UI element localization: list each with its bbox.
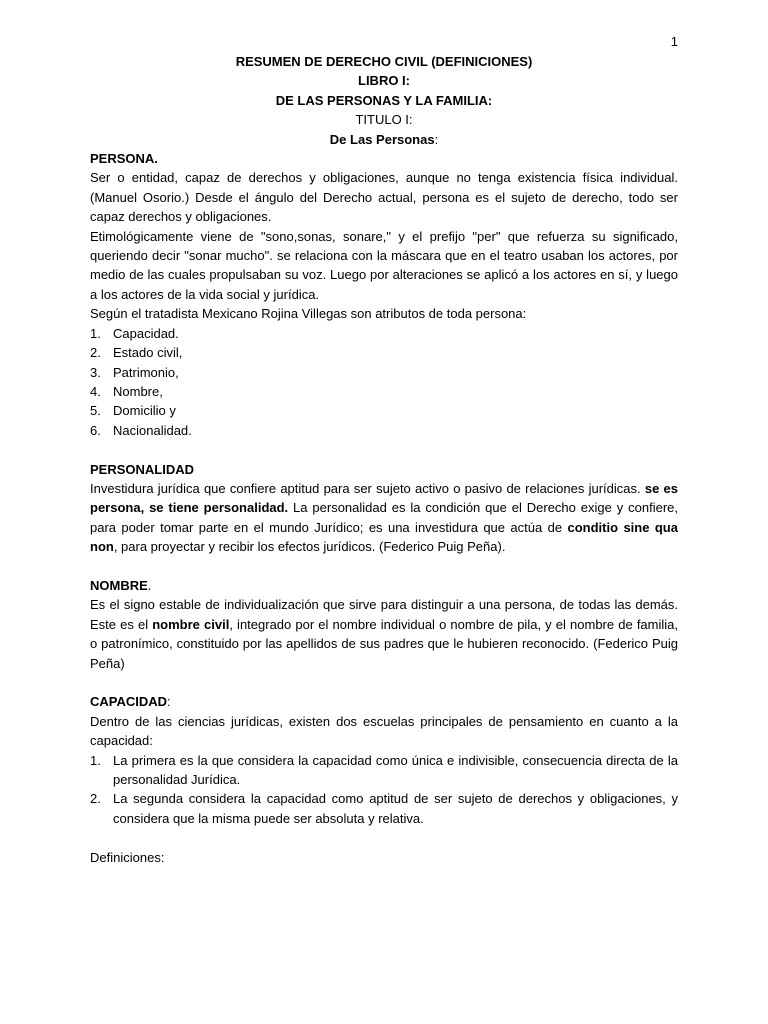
- title-line-4: TITULO I:: [355, 112, 413, 128]
- text-run: Es el signo estable de individualización que sirve para distinguir a una persona, de todas las demás. Este es el: [90, 597, 678, 632]
- list-text: La segunda considera la capacidad como aptitud de ser sujeto de derechos y obligaciones, y considera que la misma puede ser absoluta y relativa.: [113, 791, 678, 826]
- nombre-heading-tail: .: [147, 577, 152, 593]
- title-line-5: [90, 130, 678, 149]
- list-text: Domicilio y: [113, 403, 176, 419]
- text-run: , para proyectar y recibir los efectos jurídicos. (Federico Puig Peña).: [113, 539, 506, 555]
- persona-paragraph-2: Etimológicamente viene de "sono,sonas, sonare," y el prefijo "per" que refuerza su significado, queriendo decir "sonar mucho". se relaciona con la máscara que en el teatro usaban los actores, por medio de las cuales propulsaban su voz. Luego por alteraciones se aplicó a los actores en sí, y luego a los actores de la vida social y jurídica.: [90, 228, 678, 302]
- list-item: [90, 421, 678, 440]
- list-number: 2.: [90, 345, 101, 361]
- list-number: 2.: [90, 791, 101, 807]
- list-text: Estado civil,: [113, 345, 183, 361]
- list-item: [90, 324, 678, 343]
- nombre-paragraph: [90, 595, 678, 673]
- list-text: Capacidad.: [113, 325, 179, 341]
- spacer: [90, 440, 678, 459]
- capacidad-heading-line: [90, 692, 678, 711]
- text-run: La personalidad es la condición que el Derecho exige y confiere, para poder tomar parte en el mundo Jurídico; es una investidura que actúa de: [90, 500, 678, 535]
- list-item: [90, 751, 678, 790]
- nombre-heading-line: [90, 576, 678, 595]
- capacidad-paragraph-1: Dentro de las ciencias jurídicas, existen dos escuelas principales de pensamiento en cuanto a la capacidad:: [90, 713, 678, 749]
- list-number: 4.: [90, 383, 101, 399]
- bold-text-run: nombre civil: [152, 616, 230, 632]
- title-line-3: DE LAS PERSONAS Y LA FAMILIA:: [275, 92, 493, 108]
- list-item: [90, 343, 678, 362]
- spacer: [90, 828, 678, 847]
- definiciones-label: Definiciones:: [90, 849, 165, 865]
- nombre-heading: NOMBRE: [90, 577, 148, 593]
- spacer: [90, 673, 678, 692]
- escuelas-list: [90, 751, 678, 829]
- list-item: [90, 363, 678, 382]
- personalidad-paragraph: [90, 479, 678, 557]
- capacidad-heading-tail: :: [167, 694, 171, 710]
- list-text: La primera es la que considera la capacidad como única e indivisible, consecuencia directa de la personalidad Jurídica.: [113, 752, 678, 787]
- list-number: 1.: [90, 325, 101, 341]
- text-run: Investidura jurídica que confiere aptitud para ser sujeto activo o pasivo de relaciones jurídicas.: [90, 480, 645, 496]
- bold-text-run: se es persona, se tiene personalidad.: [90, 480, 678, 516]
- list-item: [90, 382, 678, 401]
- capacidad-heading: CAPACIDAD: [90, 694, 168, 710]
- bold-text-run: conditio sine qua non: [90, 519, 678, 555]
- list-item: [90, 401, 678, 420]
- title-line-5-tail: :: [434, 131, 439, 147]
- list-item: [90, 789, 678, 828]
- title-line-2: LIBRO I:: [358, 73, 410, 89]
- list-text: Nacionalidad.: [113, 422, 192, 438]
- persona-paragraph-3: Según el tratadista Mexicano Rojina Villegas son atributos de toda persona:: [90, 306, 527, 322]
- spacer: [90, 557, 678, 576]
- page-number: 1: [670, 34, 678, 49]
- persona-paragraph-1: Ser o entidad, capaz de derechos y obligaciones, aunque no tenga existencia física individual. (Manuel Osorio.) Desde el ángulo del Derecho actual, persona es el sujeto de derecho, todo ser capaz derechos y obligaciones.: [90, 170, 678, 225]
- persona-heading: PERSONA.: [90, 151, 158, 167]
- atributos-list: [90, 324, 678, 440]
- personalidad-heading: PERSONALIDAD: [90, 461, 195, 477]
- text-run: , integrado por el nombre individual o nombre de pila, y el nombre de familia, o patronímico, constituido por las apellidos de sus padres que le hubieren reconocido. (Federico Puig Peña): [90, 616, 678, 671]
- list-text: Nombre,: [113, 383, 163, 399]
- list-number: 1.: [90, 752, 101, 768]
- list-text: Patrimonio,: [113, 364, 179, 380]
- list-number: 5.: [90, 403, 101, 419]
- title-line-5-bold: De Las Personas: [329, 131, 435, 147]
- document-body: [90, 52, 678, 867]
- list-number: 6.: [90, 422, 101, 438]
- list-number: 3.: [90, 364, 101, 380]
- title-line-1: RESUMEN DE DERECHO CIVIL (DEFINICIONES): [235, 54, 533, 69]
